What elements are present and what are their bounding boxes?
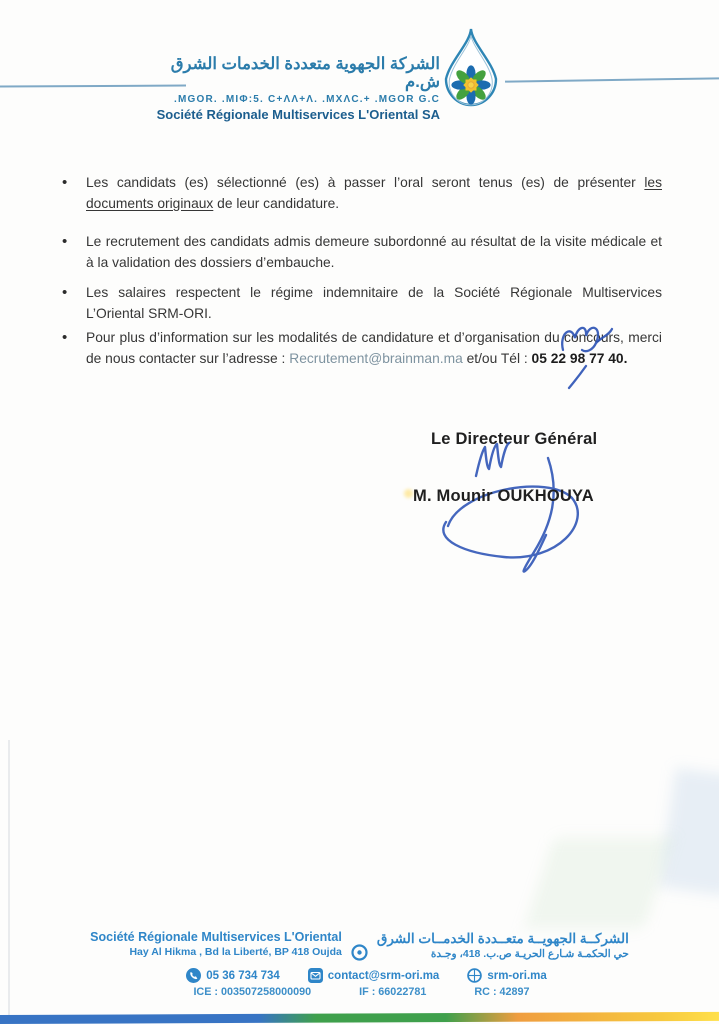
footer-ice: ICE : 003507258000090 — [193, 986, 312, 999]
footer-phone-text: 05 36 734 734 — [206, 969, 280, 982]
scan-speck — [404, 489, 413, 498]
footer-address-row — [0, 930, 719, 961]
footer-rc: RC : 42897 — [474, 986, 530, 999]
contact-phone-text: 05 22 98 77 40. — [531, 351, 628, 366]
bullet-text: Pour plus d’information sur les modalités de candidature et d’organisation du concours, merci de nous contacter sur l’adresse : — [86, 330, 662, 366]
bullet-text: Les salaires respectent le régime indemnitaire de la Société Régionale Multiservices L’Oriental SRM-ORI. — [86, 285, 662, 321]
company-name-arabic: الشركة الجهوية متعددة الخدمات الشرق ش.م — [170, 55, 440, 92]
bleedthrough-ghost-green — [524, 838, 673, 928]
bullet-item-recrutement — [86, 231, 662, 273]
footer — [0, 930, 719, 998]
footer-website-text: srm-ori.ma — [487, 969, 547, 982]
footer-company-french: Société Régionale Multiservices L'Oriental — [90, 930, 342, 944]
bullet-text: de leur candidature. — [213, 196, 340, 211]
rosette-pattern — [451, 65, 490, 104]
bullet-text: et/ou Tél : — [462, 351, 532, 366]
signatory-name: M. Mounir OUKHOUYA — [413, 487, 594, 505]
location-icon — [351, 944, 368, 961]
footer-arabic-block — [377, 930, 629, 961]
bullet-text: Le recrutement des candidats admis demeure subordonné au résultat de la visite médicale et à la validation des dossiers d’embauche. — [86, 234, 662, 270]
footer-address-french: Hay Al Hikma , Bd la Liberté, BP 418 Oujda — [129, 945, 342, 958]
footer-french-block — [90, 930, 342, 959]
footer-email-text: contact@srm-ori.ma — [327, 969, 440, 982]
signatory-title: Le Directeur Général — [431, 430, 598, 448]
header-rule-right — [505, 77, 719, 82]
footer-gradient-bar — [0, 1012, 719, 1024]
bleedthrough-ghost-blue — [659, 768, 719, 897]
company-name-tifinagh: .MGOR. .MIΦ:5. C+ΛΛ+Λ. .MXΛC.+ .MGOR G.C — [174, 94, 440, 106]
underlined-text: les documents originaux — [86, 175, 662, 211]
footer-phone-item — [186, 968, 280, 983]
footer-legal-row — [0, 986, 719, 998]
footer-contact-row — [0, 968, 719, 983]
bullet-item-documents — [86, 172, 662, 214]
paraph-handwriting — [556, 320, 618, 392]
globe-icon — [467, 968, 482, 983]
footer-website-item — [467, 968, 546, 983]
phone-icon — [186, 968, 201, 983]
footer-if: IF : 66022781 — [359, 986, 427, 999]
footer-address-arabic: حي الحكمـة شـارع الحريـة ص.ب. 418، وجـدة — [430, 947, 629, 960]
footer-company-arabic: الشركــة الجهويــة متعــددة الخدمــات الشرق — [376, 931, 629, 946]
company-name-french: Société Régionale Multiservices L'Oriental SA — [156, 107, 440, 123]
contact-email-text: Recrutement@brainman.ma — [289, 351, 463, 366]
signature-handwriting — [420, 438, 610, 578]
bullet-text: Les candidats (es) sélectionné (es) à passer l’oral seront tenus (es) de présenter — [86, 175, 645, 190]
water-drop-logo-icon — [440, 26, 502, 120]
bullet-item-salaires — [86, 282, 662, 324]
letterhead-text-block — [150, 55, 440, 123]
email-icon — [308, 968, 323, 983]
footer-email-item — [308, 968, 440, 983]
